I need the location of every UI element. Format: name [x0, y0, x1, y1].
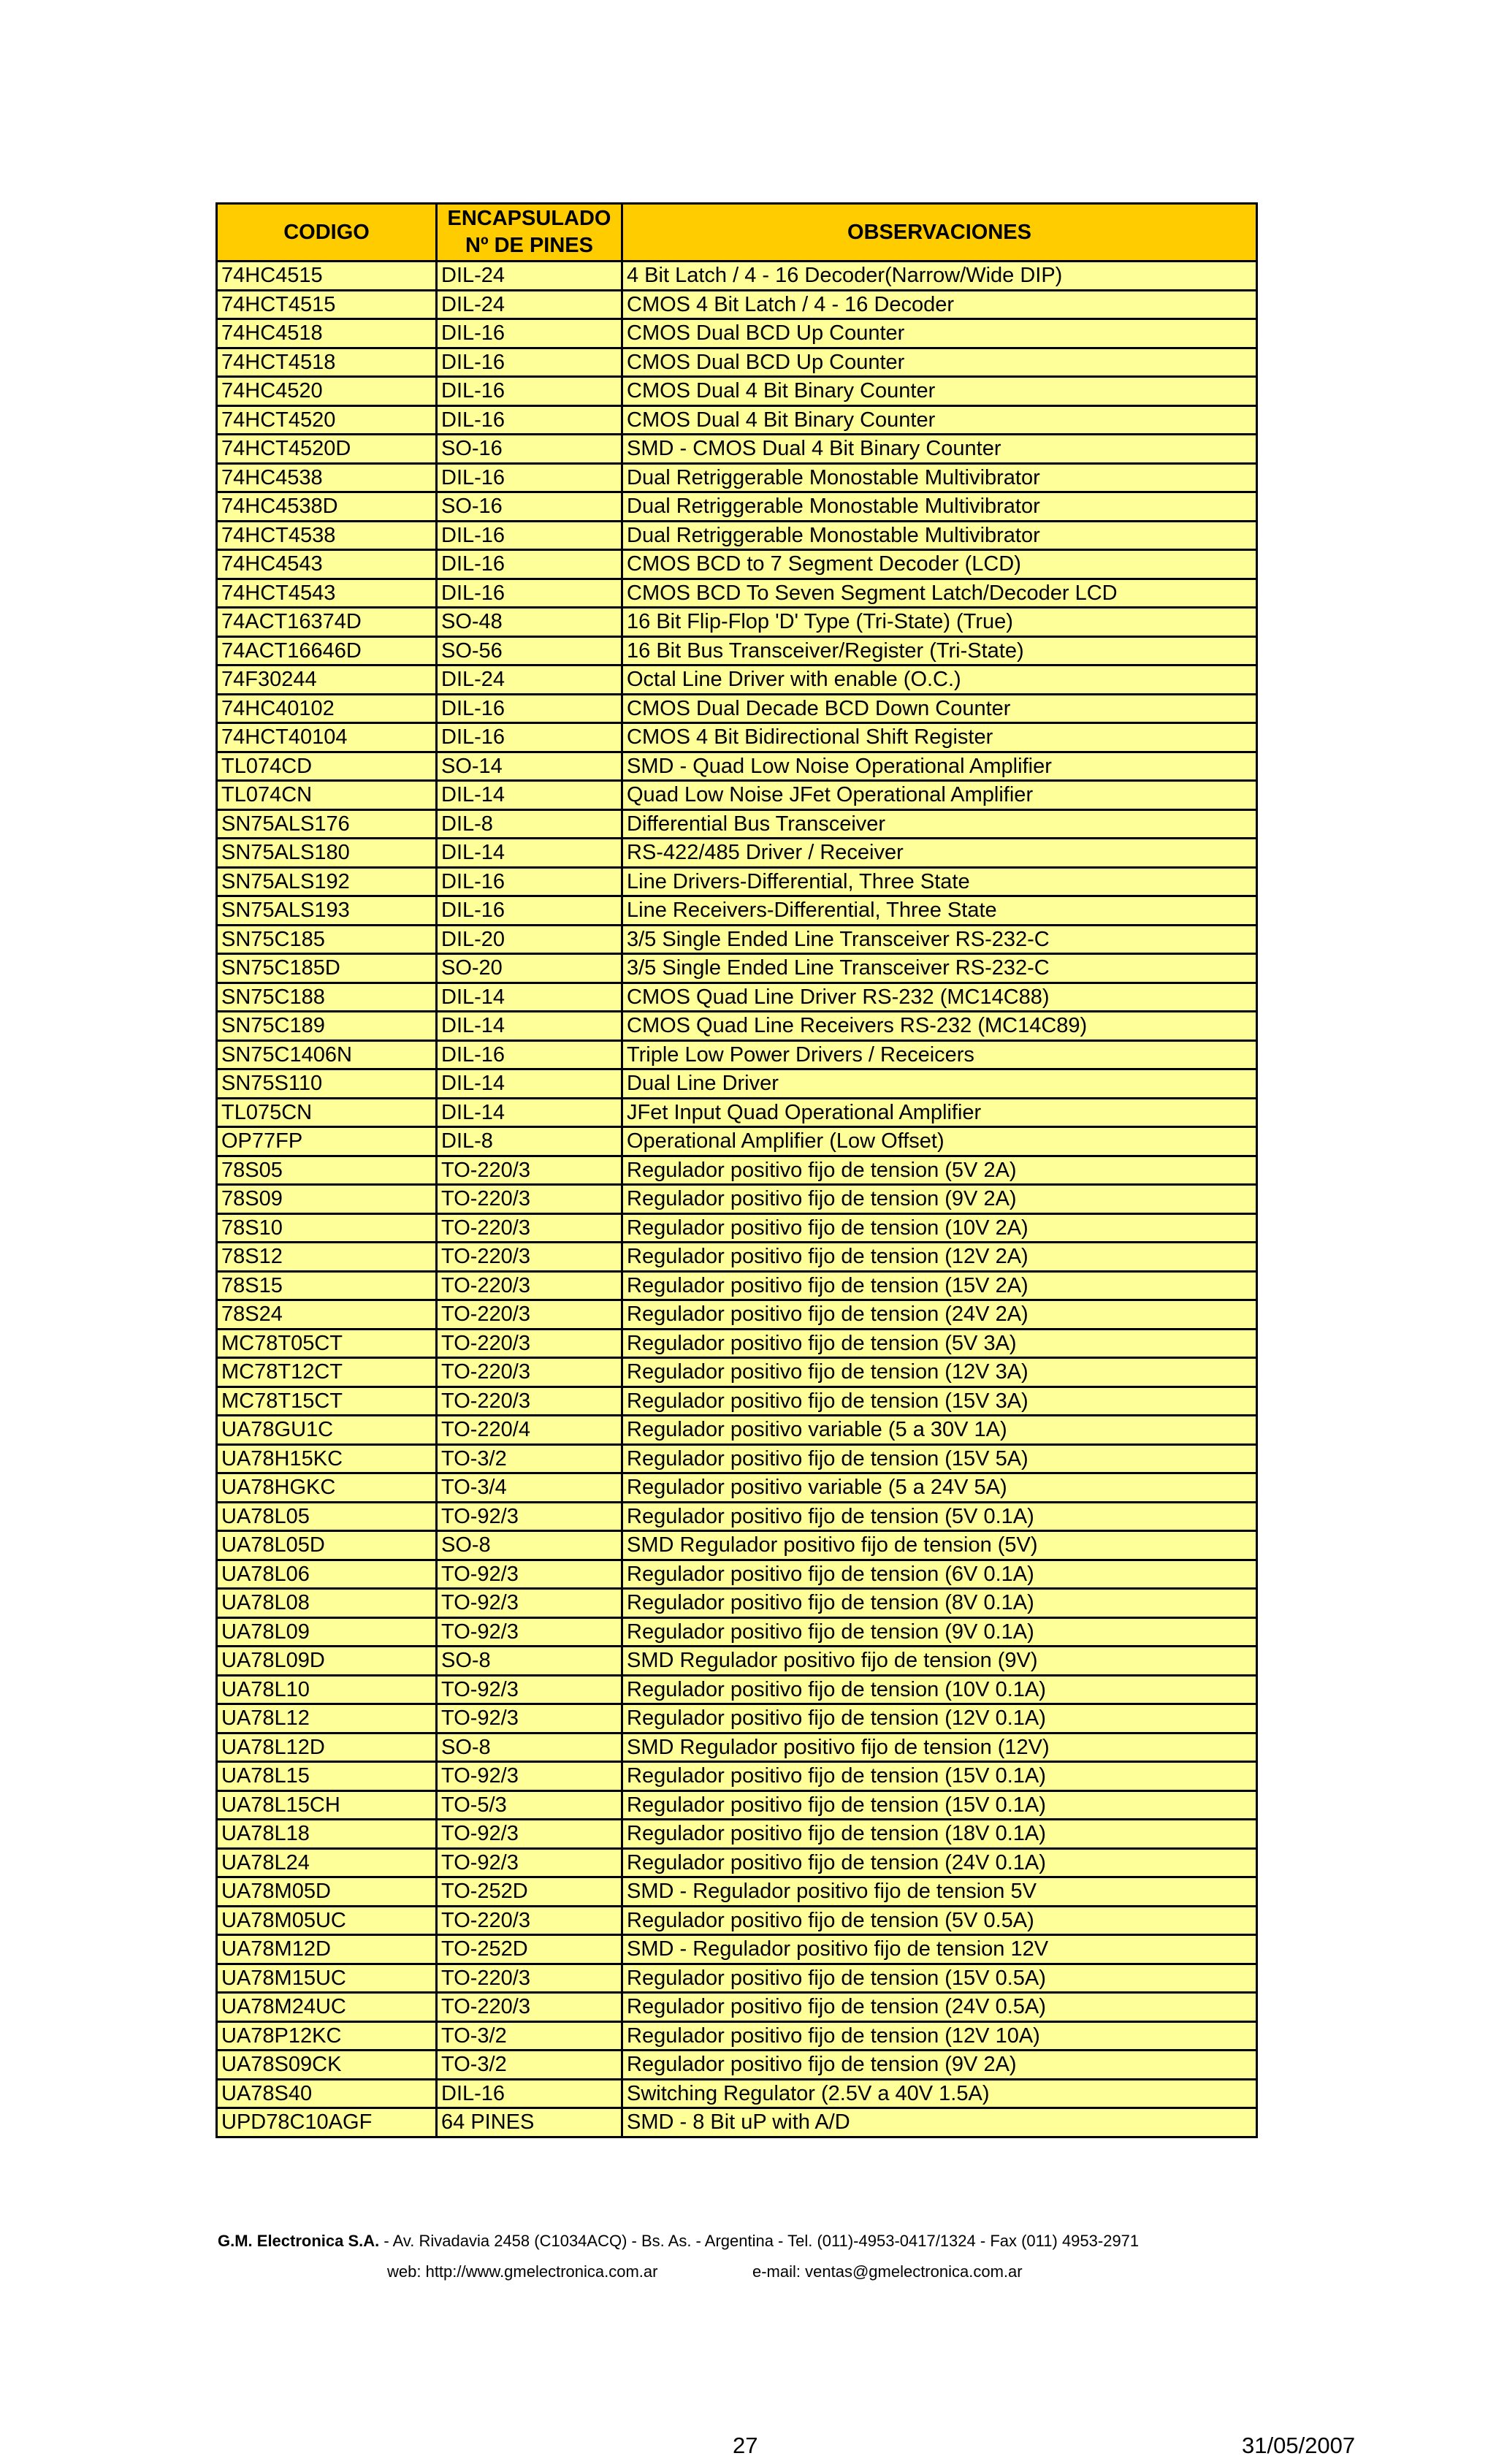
cell-observaciones: CMOS Dual Decade BCD Down Counter [622, 694, 1257, 723]
table-row [217, 1502, 1257, 1531]
cell-encapsulado: TO-220/3 [437, 1906, 622, 1935]
cell-encapsulado: DIL-16 [437, 579, 622, 608]
cell-observaciones: CMOS Dual 4 Bit Binary Counter [622, 405, 1257, 435]
table-row [217, 1243, 1257, 1272]
table-row [217, 1964, 1257, 1993]
table-row [217, 1877, 1257, 1907]
table-row [217, 1098, 1257, 1127]
cell-encapsulado: TO-220/3 [437, 1964, 622, 1993]
cell-codigo: UA78L05D [217, 1531, 437, 1560]
table-row [217, 1387, 1257, 1416]
header-observaciones: OBSERVACIONES [622, 204, 1257, 262]
cell-codigo: UA78S40 [217, 2079, 437, 2108]
table-row [217, 1733, 1257, 1762]
cell-codigo: 74HC4538 [217, 463, 437, 492]
cell-codigo: 78S15 [217, 1271, 437, 1300]
cell-codigo: SN75ALS193 [217, 896, 437, 926]
table-row [217, 665, 1257, 695]
table-row [217, 2051, 1257, 2080]
header-encapsulado-line1: ENCAPSULADO [447, 207, 611, 230]
table-row [217, 405, 1257, 435]
cell-encapsulado: TO-92/3 [437, 1820, 622, 1849]
table-row [217, 1127, 1257, 1156]
table-row [217, 1675, 1257, 1704]
cell-observaciones: Regulador positivo fijo de tension (12V 3A) [622, 1358, 1257, 1387]
cell-encapsulado: DIL-16 [437, 348, 622, 377]
cell-encapsulado: SO-16 [437, 435, 622, 464]
cell-observaciones: Regulador positivo fijo de tension (8V 0.1A) [622, 1589, 1257, 1618]
cell-observaciones: SMD - 8 Bit uP with A/D [622, 2108, 1257, 2137]
cell-observaciones: CMOS 4 Bit Bidirectional Shift Register [622, 723, 1257, 752]
table-row [217, 954, 1257, 983]
table-row [217, 435, 1257, 464]
cell-encapsulado: SO-8 [437, 1733, 622, 1762]
cell-observaciones: Regulador positivo fijo de tension (5V 2A) [622, 1156, 1257, 1185]
table-row [217, 492, 1257, 522]
cell-codigo: UA78HGKC [217, 1473, 437, 1503]
cell-encapsulado: DIL-14 [437, 1098, 622, 1127]
cell-encapsulado: TO-3/2 [437, 2021, 622, 2051]
table-header [217, 204, 1257, 262]
table-row [217, 1444, 1257, 1473]
cell-observaciones: Regulador positivo fijo de tension (12V 0.1A) [622, 1704, 1257, 1733]
table-row [217, 262, 1257, 291]
cell-observaciones: CMOS Dual BCD Up Counter [622, 348, 1257, 377]
cell-codigo: SN75ALS192 [217, 867, 437, 896]
cell-codigo: 74HCT4520 [217, 405, 437, 435]
cell-observaciones: Line Receivers-Differential, Three State [622, 896, 1257, 926]
cell-encapsulado: TO-92/3 [437, 1560, 622, 1589]
cell-codigo: 74HCT40104 [217, 723, 437, 752]
cell-codigo: UA78M12D [217, 1935, 437, 1964]
cell-encapsulado: TO-220/3 [437, 1185, 622, 1214]
cell-codigo: 78S05 [217, 1156, 437, 1185]
cell-encapsulado: DIL-14 [437, 983, 622, 1012]
cell-encapsulado: DIL-16 [437, 550, 622, 579]
table-row [217, 1993, 1257, 2022]
cell-encapsulado: TO-92/3 [437, 1704, 622, 1733]
cell-codigo: UA78L09 [217, 1617, 437, 1647]
cell-observaciones: CMOS Dual BCD Up Counter [622, 319, 1257, 348]
table-row [217, 752, 1257, 781]
cell-observaciones: SMD Regulador positivo fijo de tension (12V) [622, 1733, 1257, 1762]
cell-encapsulado: SO-56 [437, 636, 622, 665]
cell-encapsulado: TO-92/3 [437, 1848, 622, 1877]
cell-codigo: SN75S110 [217, 1069, 437, 1099]
cell-codigo: 74F30244 [217, 665, 437, 695]
cell-observaciones: 3/5 Single Ended Line Transceiver RS-232-C [622, 954, 1257, 983]
cell-encapsulado: DIL-24 [437, 262, 622, 291]
cell-encapsulado: TO-3/2 [437, 1444, 622, 1473]
cell-encapsulado: SO-48 [437, 608, 622, 637]
cell-observaciones: 16 Bit Bus Transceiver/Register (Tri-State) [622, 636, 1257, 665]
cell-codigo: UA78M24UC [217, 1993, 437, 2022]
cell-codigo: UA78L12D [217, 1733, 437, 1762]
cell-codigo: UA78L24 [217, 1848, 437, 1877]
table-row [217, 1617, 1257, 1647]
table-row [217, 1300, 1257, 1330]
table-row [217, 1531, 1257, 1560]
table-row [217, 839, 1257, 868]
header-encapsulado [437, 204, 622, 262]
cell-observaciones: CMOS 4 Bit Latch / 4 - 16 Decoder [622, 290, 1257, 319]
cell-observaciones: Regulador positivo fijo de tension (24V 0.1A) [622, 1848, 1257, 1877]
cell-encapsulado: DIL-16 [437, 405, 622, 435]
table-row [217, 1647, 1257, 1676]
cell-codigo: UA78M05UC [217, 1906, 437, 1935]
cell-codigo: 74HCT4543 [217, 579, 437, 608]
cell-encapsulado: DIL-24 [437, 665, 622, 695]
cell-codigo: UA78GU1C [217, 1416, 437, 1445]
cell-encapsulado: TO-3/2 [437, 2051, 622, 2080]
cell-codigo: UA78S09CK [217, 2051, 437, 2080]
cell-encapsulado: DIL-16 [437, 694, 622, 723]
cell-codigo: 78S12 [217, 1243, 437, 1272]
table-row [217, 2079, 1257, 2108]
cell-encapsulado: TO-220/3 [437, 1271, 622, 1300]
cell-observaciones: Differential Bus Transceiver [622, 809, 1257, 839]
cell-encapsulado: DIL-14 [437, 1012, 622, 1041]
table-body [217, 262, 1257, 2137]
cell-observaciones: 16 Bit Flip-Flop 'D' Type (Tri-State) (True) [622, 608, 1257, 637]
cell-observaciones: Octal Line Driver with enable (O.C.) [622, 665, 1257, 695]
table-row [217, 1329, 1257, 1358]
table-row [217, 2108, 1257, 2137]
table-row [217, 550, 1257, 579]
header-row [217, 204, 1257, 262]
table-row [217, 1473, 1257, 1503]
cell-codigo: UA78L15 [217, 1762, 437, 1791]
cell-encapsulado: DIL-16 [437, 723, 622, 752]
cell-observaciones: Regulador positivo variable (5 a 24V 5A) [622, 1473, 1257, 1503]
cell-encapsulado: DIL-16 [437, 377, 622, 406]
cell-codigo: UPD78C10AGF [217, 2108, 437, 2137]
cell-codigo: 74HC4518 [217, 319, 437, 348]
cell-encapsulado: DIL-14 [437, 1069, 622, 1099]
cell-codigo: 74HC4543 [217, 550, 437, 579]
cell-codigo: UA78L10 [217, 1675, 437, 1704]
table-row [217, 1560, 1257, 1589]
cell-observaciones: Quad Low Noise JFet Operational Amplifier [622, 781, 1257, 810]
table-row [217, 896, 1257, 926]
table-row [217, 579, 1257, 608]
cell-codigo: UA78L18 [217, 1820, 437, 1849]
table-row [217, 1185, 1257, 1214]
document-date: 31/05/2007 [1242, 2433, 1356, 2458]
cell-observaciones: Triple Low Power Drivers / Receicers [622, 1040, 1257, 1069]
cell-observaciones: Line Drivers-Differential, Three State [622, 867, 1257, 896]
cell-encapsulado: TO-220/3 [437, 1156, 622, 1185]
table-row [217, 723, 1257, 752]
cell-codigo: 74HC4538D [217, 492, 437, 522]
cell-codigo: SN75C185 [217, 925, 437, 954]
cell-codigo: 74HCT4538 [217, 521, 437, 550]
cell-encapsulado: TO-5/3 [437, 1790, 622, 1820]
cell-observaciones: Regulador positivo fijo de tension (15V 2A) [622, 1271, 1257, 1300]
cell-codigo: 74HCT4520D [217, 435, 437, 464]
cell-encapsulado: TO-92/3 [437, 1762, 622, 1791]
cell-observaciones: SMD - Quad Low Noise Operational Amplifier [622, 752, 1257, 781]
cell-codigo: 74HC40102 [217, 694, 437, 723]
cell-encapsulado: DIL-8 [437, 809, 622, 839]
cell-observaciones: CMOS BCD To Seven Segment Latch/Decoder LCD [622, 579, 1257, 608]
table-row [217, 781, 1257, 810]
cell-observaciones: 3/5 Single Ended Line Transceiver RS-232-C [622, 925, 1257, 954]
email-text: e-mail: ventas@gmelectronica.com.ar [752, 2262, 1023, 2281]
cell-observaciones: Regulador positivo fijo de tension (12V 10A) [622, 2021, 1257, 2051]
table-row [217, 925, 1257, 954]
cell-encapsulado: TO-220/3 [437, 1300, 622, 1330]
company-address: - Av. Rivadavia 2458 (C1034ACQ) - Bs. As. - Argentina - Tel. (011)-4953-0417/1324 - Fax (011) 4953-2971 [379, 2232, 1140, 2250]
table-row [217, 377, 1257, 406]
cell-encapsulado: DIL-16 [437, 1040, 622, 1069]
cell-codigo: SN75C188 [217, 983, 437, 1012]
table-row [217, 694, 1257, 723]
table-row [217, 1271, 1257, 1300]
cell-codigo: 74ACT16646D [217, 636, 437, 665]
table-row [217, 1416, 1257, 1445]
cell-observaciones: Regulador positivo fijo de tension (15V 0.1A) [622, 1790, 1257, 1820]
cell-codigo: 78S09 [217, 1185, 437, 1214]
cell-codigo: TL074CN [217, 781, 437, 810]
cell-observaciones: Regulador positivo fijo de tension (24V 2A) [622, 1300, 1257, 1330]
table-row [217, 809, 1257, 839]
cell-observaciones: Dual Line Driver [622, 1069, 1257, 1099]
table-row [217, 521, 1257, 550]
table-row [217, 1213, 1257, 1243]
cell-observaciones: Regulador positivo fijo de tension (5V 0.5A) [622, 1906, 1257, 1935]
cell-codigo: UA78L08 [217, 1589, 437, 1618]
cell-observaciones: SMD - Regulador positivo fijo de tension 12V [622, 1935, 1257, 1964]
company-info [218, 2232, 1139, 2251]
cell-codigo: SN75C1406N [217, 1040, 437, 1069]
cell-observaciones: Regulador positivo fijo de tension (24V 0.5A) [622, 1993, 1257, 2022]
table-row [217, 1012, 1257, 1041]
table-row [217, 1820, 1257, 1849]
cell-encapsulado: DIL-16 [437, 2079, 622, 2108]
cell-codigo: TL075CN [217, 1098, 437, 1127]
table-row [217, 1935, 1257, 1964]
cell-observaciones: Regulador positivo fijo de tension (5V 3A) [622, 1329, 1257, 1358]
cell-observaciones: Regulador positivo fijo de tension (9V 2A) [622, 1185, 1257, 1214]
cell-encapsulado: TO-220/3 [437, 1213, 622, 1243]
cell-encapsulado: TO-92/3 [437, 1589, 622, 1618]
cell-codigo: UA78L05 [217, 1502, 437, 1531]
cell-codigo: UA78L09D [217, 1647, 437, 1676]
table-row [217, 636, 1257, 665]
table-row [217, 867, 1257, 896]
cell-codigo: MC78T12CT [217, 1358, 437, 1387]
cell-codigo: 74HC4520 [217, 377, 437, 406]
cell-observaciones: Regulador positivo fijo de tension (9V 2A) [622, 2051, 1257, 2080]
table-row [217, 1848, 1257, 1877]
cell-observaciones: Regulador positivo fijo de tension (5V 0.1A) [622, 1502, 1257, 1531]
cell-codigo: SN75ALS176 [217, 809, 437, 839]
cell-encapsulado: TO-220/3 [437, 1387, 622, 1416]
cell-observaciones: Regulador positivo fijo de tension (6V 0.1A) [622, 1560, 1257, 1589]
cell-observaciones: Regulador positivo fijo de tension (12V 2A) [622, 1243, 1257, 1272]
table-row [217, 319, 1257, 348]
cell-encapsulado: DIL-8 [437, 1127, 622, 1156]
cell-codigo: UA78M15UC [217, 1964, 437, 1993]
cell-encapsulado: TO-220/3 [437, 1243, 622, 1272]
cell-observaciones: Regulador positivo fijo de tension (10V 0.1A) [622, 1675, 1257, 1704]
table-row [217, 1040, 1257, 1069]
cell-observaciones: CMOS BCD to 7 Segment Decoder (LCD) [622, 550, 1257, 579]
cell-codigo: UA78M05D [217, 1877, 437, 1907]
cell-observaciones: SMD Regulador positivo fijo de tension (9V) [622, 1647, 1257, 1676]
cell-encapsulado: TO-220/3 [437, 1358, 622, 1387]
cell-codigo: 78S10 [217, 1213, 437, 1243]
header-encapsulado-line2: Nº DE PINES [465, 234, 593, 257]
cell-encapsulado: TO-3/4 [437, 1473, 622, 1503]
cell-codigo: MC78T05CT [217, 1329, 437, 1358]
company-name: G.M. Electronica S.A. [218, 2232, 380, 2250]
table-row [217, 1358, 1257, 1387]
table-row [217, 1762, 1257, 1791]
cell-encapsulado: SO-20 [437, 954, 622, 983]
cell-codigo: MC78T15CT [217, 1387, 437, 1416]
cell-encapsulado: SO-8 [437, 1647, 622, 1676]
cell-encapsulado: DIL-16 [437, 463, 622, 492]
cell-observaciones: CMOS Quad Line Driver RS-232 (MC14C88) [622, 983, 1257, 1012]
cell-codigo: UA78L15CH [217, 1790, 437, 1820]
cell-encapsulado: TO-252D [437, 1877, 622, 1907]
cell-observaciones: Regulador positivo variable (5 a 30V 1A) [622, 1416, 1257, 1445]
cell-observaciones: Operational Amplifier (Low Offset) [622, 1127, 1257, 1156]
cell-encapsulado: SO-14 [437, 752, 622, 781]
cell-encapsulado: TO-92/3 [437, 1675, 622, 1704]
table-row [217, 290, 1257, 319]
cell-encapsulado: TO-92/3 [437, 1502, 622, 1531]
cell-codigo: 74HCT4515 [217, 290, 437, 319]
table-row [217, 463, 1257, 492]
cell-codigo: 74ACT16374D [217, 608, 437, 637]
cell-codigo: UA78P12KC [217, 2021, 437, 2051]
cell-observaciones: Regulador positivo fijo de tension (9V 0.1A) [622, 1617, 1257, 1647]
cell-encapsulado: TO-220/3 [437, 1993, 622, 2022]
cell-observaciones: Regulador positivo fijo de tension (15V 5A) [622, 1444, 1257, 1473]
cell-observaciones: SMD Regulador positivo fijo de tension (5V) [622, 1531, 1257, 1560]
cell-codigo: TL074CD [217, 752, 437, 781]
cell-encapsulado: DIL-14 [437, 781, 622, 810]
cell-encapsulado: TO-252D [437, 1935, 622, 1964]
page-number: 27 [733, 2433, 758, 2458]
table-row [217, 1790, 1257, 1820]
table-row [217, 1156, 1257, 1185]
cell-encapsulado: DIL-16 [437, 867, 622, 896]
cell-observaciones: Regulador positivo fijo de tension (10V 2A) [622, 1213, 1257, 1243]
cell-codigo: SN75C185D [217, 954, 437, 983]
cell-codigo: UA78L06 [217, 1560, 437, 1589]
cell-observaciones: Dual Retriggerable Monostable Multivibrator [622, 463, 1257, 492]
table-row [217, 983, 1257, 1012]
cell-codigo: 78S24 [217, 1300, 437, 1330]
cell-observaciones: CMOS Dual 4 Bit Binary Counter [622, 377, 1257, 406]
table-row [217, 1906, 1257, 1935]
table-row [217, 1069, 1257, 1099]
table-row [217, 348, 1257, 377]
cell-observaciones: Regulador positivo fijo de tension (15V 3A) [622, 1387, 1257, 1416]
cell-observaciones: Regulador positivo fijo de tension (15V 0.5A) [622, 1964, 1257, 1993]
cell-encapsulado: DIL-16 [437, 896, 622, 926]
cell-observaciones: 4 Bit Latch / 4 - 16 Decoder(Narrow/Wide DIP) [622, 262, 1257, 291]
table-row [217, 2021, 1257, 2051]
cell-observaciones: SMD - CMOS Dual 4 Bit Binary Counter [622, 435, 1257, 464]
cell-codigo: SN75ALS180 [217, 839, 437, 868]
cell-encapsulado: DIL-24 [437, 290, 622, 319]
cell-encapsulado: TO-220/3 [437, 1329, 622, 1358]
cell-encapsulado: SO-16 [437, 492, 622, 522]
cell-observaciones: Regulador positivo fijo de tension (15V 0.1A) [622, 1762, 1257, 1791]
cell-encapsulado: TO-220/4 [437, 1416, 622, 1445]
table-row [217, 1704, 1257, 1733]
cell-observaciones: CMOS Quad Line Receivers RS-232 (MC14C89) [622, 1012, 1257, 1041]
cell-codigo: SN75C189 [217, 1012, 437, 1041]
cell-codigo: 74HCT4518 [217, 348, 437, 377]
cell-codigo: UA78H15KC [217, 1444, 437, 1473]
table-row [217, 1589, 1257, 1618]
cell-encapsulado: DIL-20 [437, 925, 622, 954]
table-row [217, 608, 1257, 637]
cell-encapsulado: DIL-16 [437, 319, 622, 348]
cell-observaciones: Switching Regulator (2.5V a 40V 1.5A) [622, 2079, 1257, 2108]
cell-codigo: OP77FP [217, 1127, 437, 1156]
website-text: web: http://www.gmelectronica.com.ar [387, 2262, 658, 2281]
cell-observaciones: Dual Retriggerable Monostable Multivibrator [622, 521, 1257, 550]
cell-codigo: 74HC4515 [217, 262, 437, 291]
cell-observaciones: JFet Input Quad Operational Amplifier [622, 1098, 1257, 1127]
cell-encapsulado: 64 PINES [437, 2108, 622, 2137]
cell-encapsulado: DIL-16 [437, 521, 622, 550]
cell-observaciones: Regulador positivo fijo de tension (18V 0.1A) [622, 1820, 1257, 1849]
cell-codigo: UA78L12 [217, 1704, 437, 1733]
header-codigo: CODIGO [217, 204, 437, 262]
cell-observaciones: RS-422/485 Driver / Receiver [622, 839, 1257, 868]
component-table [215, 202, 1258, 2138]
cell-encapsulado: TO-92/3 [437, 1617, 622, 1647]
cell-observaciones: SMD - Regulador positivo fijo de tension 5V [622, 1877, 1257, 1907]
cell-encapsulado: SO-8 [437, 1531, 622, 1560]
cell-encapsulado: DIL-14 [437, 839, 622, 868]
cell-observaciones: Dual Retriggerable Monostable Multivibrator [622, 492, 1257, 522]
